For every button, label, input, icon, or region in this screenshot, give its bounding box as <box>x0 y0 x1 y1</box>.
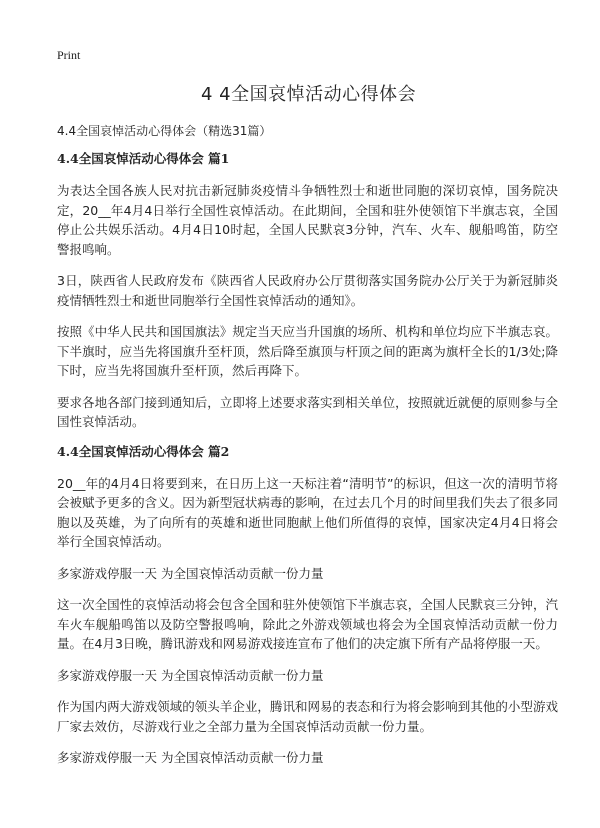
paragraph: 按照《中华人民共和国国旗法》规定当天应当升国旗的场所、机构和单位均应下半旗志哀。下半旗时，应当先将国旗升至杆顶，然后降至旗顶与杆顶之间的距离为旗杆全长的1/3处;降下时，应当先将国旗升至杆顶，然后再降下。 <box>57 324 558 378</box>
paragraph: 3日，陕西省人民政府发布《陕西省人民政府办公厅贯彻落实国务院办公厅关于为新冠肺炎疫情牺牲烈士和逝世同胞举行全国性哀悼活动的通知》。 <box>57 273 558 308</box>
document-content <box>57 151 558 780</box>
paragraph-subheading: 多家游戏停服一天 为全国哀悼活动贡献一份力量 <box>57 750 324 765</box>
print-link[interactable]: Print <box>57 48 81 62</box>
paragraph-subheading: 多家游戏停服一天 为全国哀悼活动贡献一份力量 <box>57 565 324 581</box>
paragraph: 这一次全国性的哀悼活动将会包含全国和驻外使领馆下半旗志哀，全国人民默哀三分钟，汽车火车舰船鸣笛以及防空警报鸣响，除此之外游戏领域也将会为全国哀悼活动贡献一份力量。在4月3日晚，腾讯游戏和网易游戏接连宣布了他们的决定旗下所有产品将停服一天。 <box>57 597 558 651</box>
paragraph: 为表达全国各族人民对抗击新冠肺炎疫情斗争牺牲烈士和逝世同胞的深切哀悼，国务院决定，20__年4月4日举行全国性哀悼活动。在此期间，全国和驻外使领馆下半旗志哀，全国停止公共娱乐活动。4月4日10时起，全国人民默哀3分钟，汽车、火车、舰船鸣笛，防空警报鸣响。 <box>57 183 558 257</box>
paragraph: 20__年的4月4日将要到来，在日历上这一天标注着“清明节”的标识，但这一次的清明节将会被赋予更多的含义。因为新型冠状病毒的影响，在过去几个月的时间里我们失去了很多同胞以及英雄，为了向所有的英雄和逝世同胞献上他们所值得的哀悼，国家决定4月4日将会举行全国哀悼活动。 <box>57 475 558 549</box>
paragraph: 作为国内两大游戏领域的领头羊企业，腾讯和网易的表态和行为将会影响到其他的小型游戏厂家去效仿，尽游戏行业之全部力量为全国哀悼活动贡献一份力量。 <box>57 699 558 734</box>
section-title-2: 4.4全国哀悼活动心得体会 篇2 <box>57 443 230 459</box>
paragraph-subheading: 多家游戏停服一天 为全国哀悼活动贡献一份力量 <box>57 667 324 683</box>
paragraph: 要求各地各部门接到通知后，立即将上述要求落实到相关单位，按照就近就便的原则参与全国性哀悼活动。 <box>57 394 558 429</box>
section-title-1: 4.4全国哀悼活动心得体会 篇1 <box>57 151 230 166</box>
document-title: 4 4全国哀悼活动心得体会 <box>200 84 417 105</box>
document-subtitle: 4.4全国哀悼活动心得体会（精选31篇） <box>57 124 272 138</box>
